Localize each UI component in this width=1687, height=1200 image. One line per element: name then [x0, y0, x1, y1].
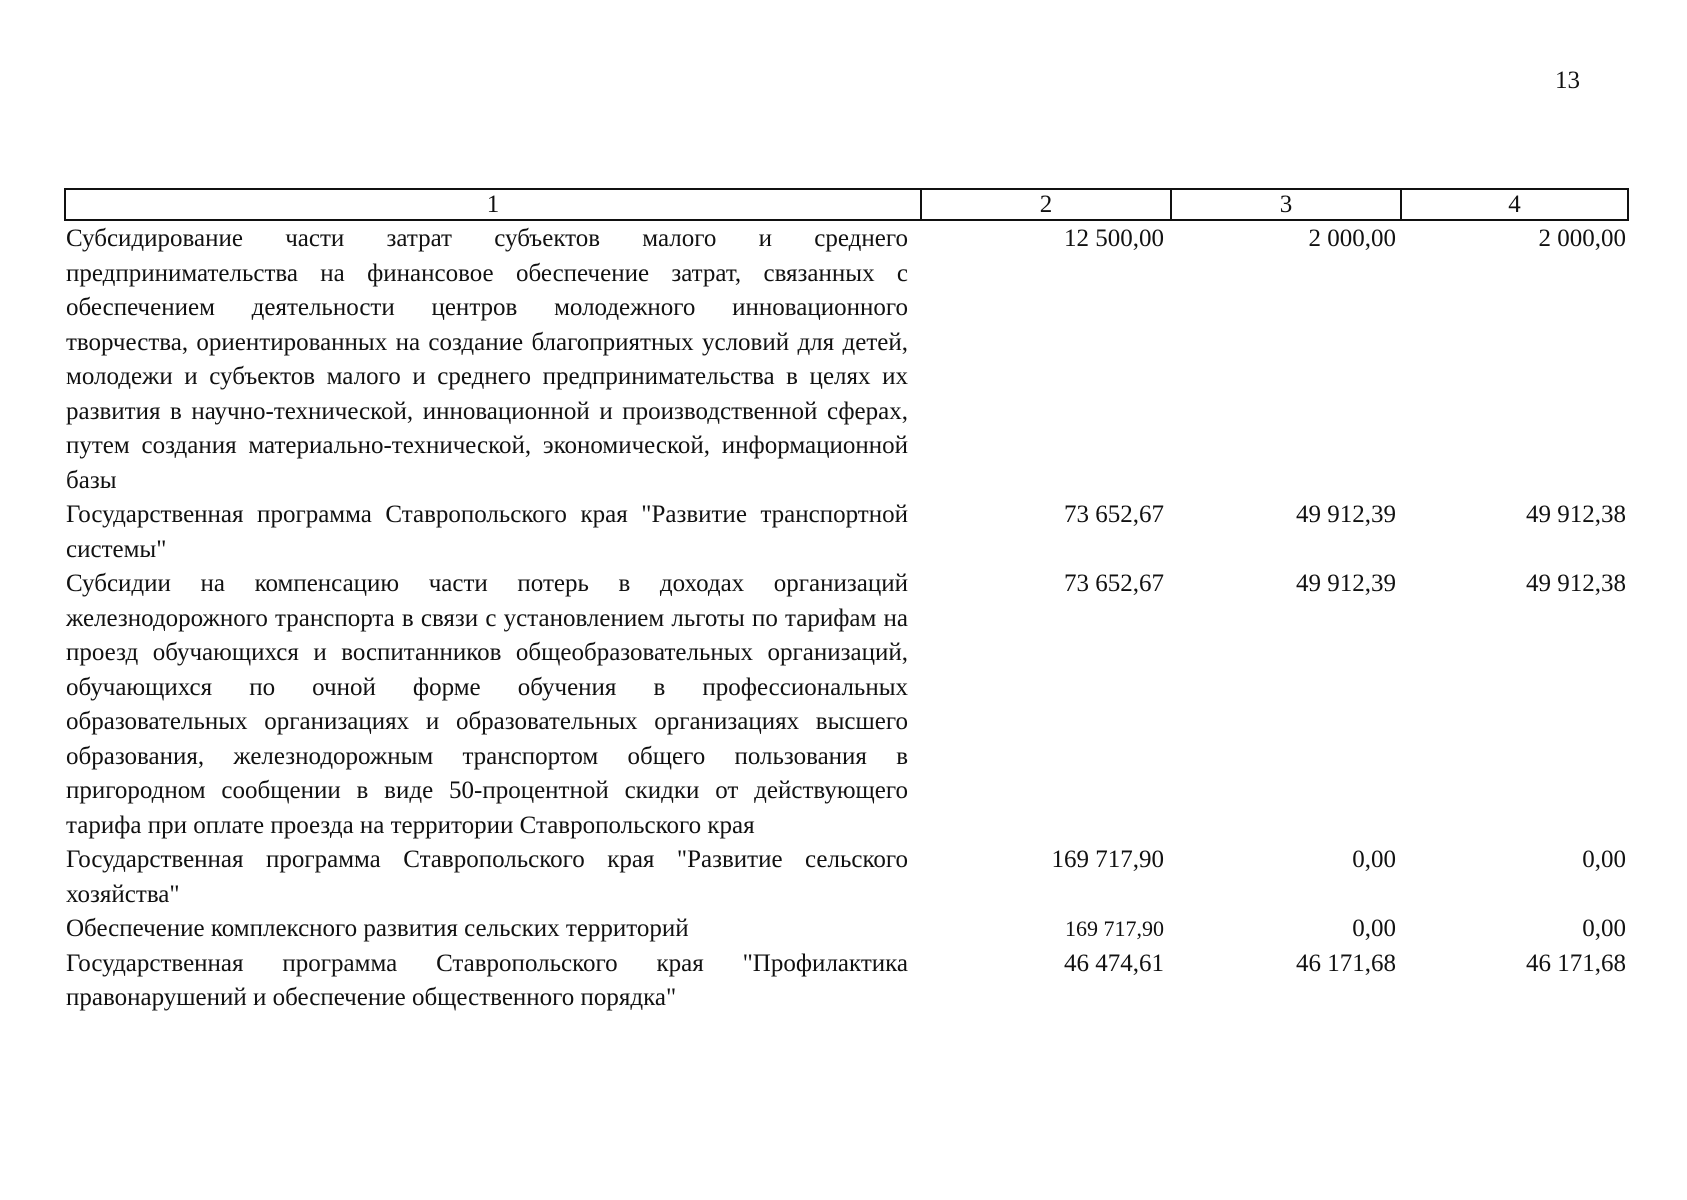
- table-body: [66, 222, 1626, 1016]
- header-col-1: 1: [66, 190, 922, 219]
- row-description: Обеспечение комплексного развития сельских территорий: [66, 915, 689, 942]
- row-value-col-4: 49 912,38: [1526, 501, 1626, 528]
- table-row: [66, 567, 1626, 843]
- table-header: [64, 188, 1629, 221]
- header-col-2: 2: [922, 190, 1172, 219]
- row-description: Государственная программа Ставропольского края "Профилактика правонарушений и обеспечение общественного порядка": [66, 949, 908, 1011]
- row-value-col-4: 49 912,38: [1526, 570, 1626, 597]
- row-value-col-3: 49 912,39: [1296, 570, 1396, 597]
- table-row: [66, 843, 1626, 912]
- row-value-col-2: 169 717,90: [1065, 916, 1164, 941]
- row-value-col-2: 73 652,67: [1064, 501, 1164, 528]
- row-value-col-2: 169 717,90: [1051, 846, 1164, 873]
- row-value-col-3: 46 171,68: [1296, 949, 1396, 977]
- row-value-col-3: 49 912,39: [1296, 501, 1396, 528]
- row-value-col-4: 46 171,68: [1526, 949, 1626, 977]
- row-value-col-4: 0,00: [1582, 846, 1626, 873]
- header-col-4: 4: [1508, 191, 1521, 218]
- row-description: Субсидирование части затрат субъектов малого и среднего предпринимательства на финансовое обеспечение затрат, связанных с обеспечением деятельности центров молодежного инновационного творчества, ориентированных на создание благоприятных условий для детей, молодежи и субъектов малого и среднего предпринимательства в целях их развития в научно-технической, инновационной и производственной сферах, путем создания материально-технической, экономической, информационной базы: [66, 225, 908, 494]
- table-row: [66, 498, 1626, 567]
- row-value-col-2: 73 652,67: [1064, 570, 1164, 597]
- table-row: [66, 222, 1626, 498]
- table-row: [66, 947, 1626, 1016]
- row-value-col-3: 0,00: [1352, 846, 1396, 873]
- row-value-col-2: 12 500,00: [1064, 225, 1164, 252]
- row-value-col-2: 46 474,61: [1064, 949, 1164, 977]
- row-value-col-4: 2 000,00: [1538, 225, 1626, 252]
- header-col-3: 3: [1172, 190, 1402, 219]
- row-value-col-3: 2 000,00: [1308, 225, 1396, 252]
- page-number: 13: [1555, 67, 1580, 94]
- table-row: [66, 912, 1626, 947]
- row-description: Государственная программа Ставропольского края "Развитие транспортной системы": [66, 501, 908, 563]
- row-description: Государственная программа Ставропольского края "Развитие сельского хозяйства": [66, 846, 908, 908]
- row-description: Субсидии на компенсацию части потерь в доходах организаций железнодорожного транспорта в связи с установлением льготы по тарифам на проезд обучающихся и воспитанников общеобразовательных организаций, обучающихся по очной форме обучения в профессиональных образовательных организациях и образовательных организациях высшего образования, железнодорожным транспортом общего пользования в пригородном сообщении в виде 50-процентной скидки от действующего тарифа при оплате проезда на территории Ставропольского края: [66, 570, 908, 839]
- row-value-col-3: 0,00: [1352, 915, 1396, 942]
- row-value-col-4: 0,00: [1582, 915, 1626, 942]
